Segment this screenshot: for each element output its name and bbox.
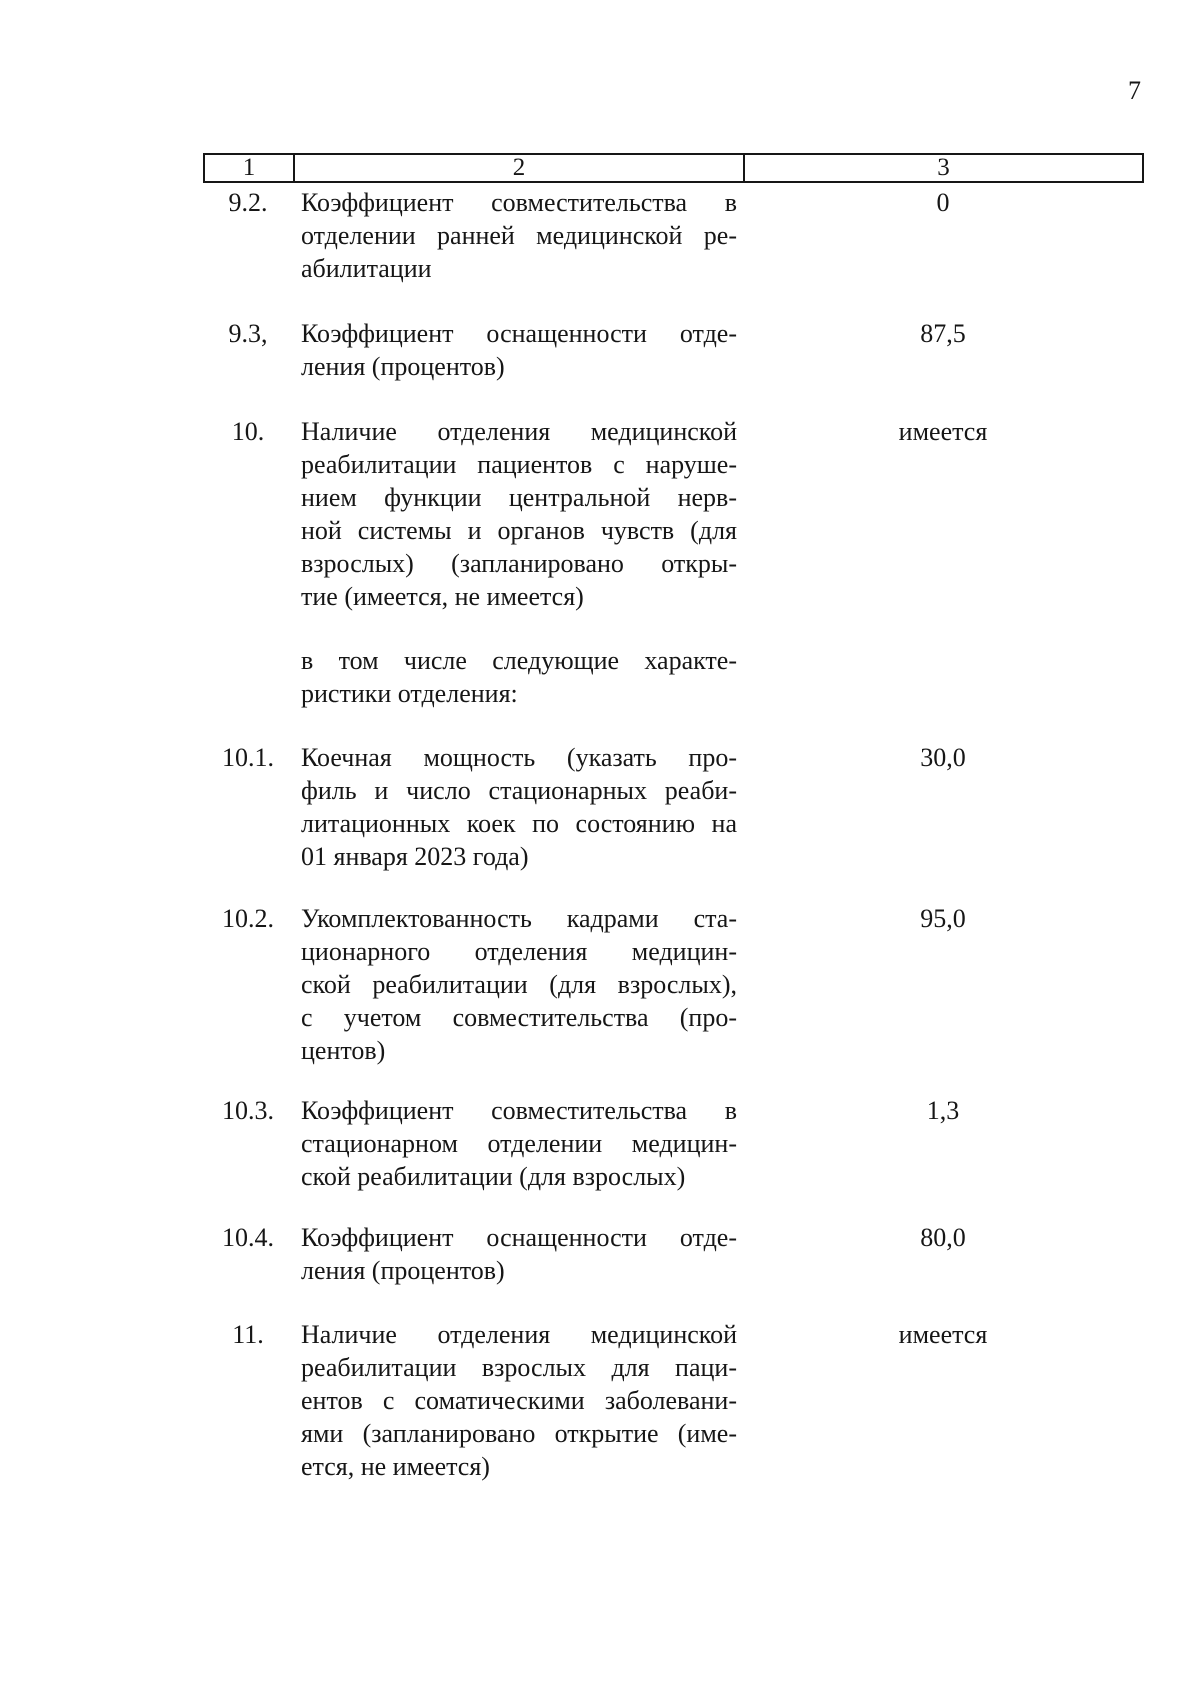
header-cell-3: 3 — [937, 154, 950, 181]
description-line: 01 января 2023 года) — [301, 842, 529, 871]
description-line: абилитации — [301, 254, 432, 283]
row-number: 9.3, — [228, 319, 268, 348]
row-number: 11. — [232, 1320, 264, 1349]
row-number: 10. — [231, 417, 265, 446]
description-line: ями (запланировано открытие (име- — [301, 1419, 737, 1448]
description-line: Коэффициент совместительства в — [301, 188, 737, 217]
description-line: Коэффициент совместительства в — [301, 1096, 737, 1125]
description-line: отделении ранней медицинской ре- — [301, 221, 737, 250]
row-number: 10.1. — [222, 743, 274, 772]
description-line: тие (имеется, не имеется) — [301, 582, 584, 611]
description-line: взрослых) (запланировано откры- — [301, 549, 737, 578]
description-line: Укомплектованность кадрами ста- — [301, 904, 737, 933]
description-line: ентов с соматическими заболевани- — [301, 1386, 737, 1415]
description-line: в том числе следующие характе- — [301, 646, 737, 675]
row-description — [301, 902, 737, 1067]
description-line: центов) — [301, 1036, 386, 1065]
header-cell-1: 1 — [205, 155, 295, 181]
description-line: реабилитации взрослых для паци- — [301, 1353, 737, 1382]
description-line: ления (процентов) — [301, 352, 505, 381]
row-number: 10.2. — [222, 904, 274, 933]
description-line: стационарном отделении медицин- — [301, 1129, 737, 1158]
row-description — [301, 317, 737, 383]
description-line: Коечная мощность (указать про- — [301, 743, 737, 772]
description-line: Наличие отделения медицинской — [301, 1320, 737, 1349]
row-value: 30,0 — [920, 743, 966, 772]
row-description — [301, 1221, 737, 1287]
description-line: филь и число стационарных реаби- — [301, 776, 737, 805]
row-description — [301, 186, 737, 285]
description-line: ной системы и органов чувств (для — [301, 516, 737, 545]
row-value: имеется — [898, 417, 988, 446]
row-description — [301, 644, 737, 710]
row-value: имеется — [898, 1320, 988, 1349]
row-description — [301, 1318, 737, 1483]
description-line: с учетом совместительства (про- — [301, 1003, 737, 1032]
row-number: 9.2. — [228, 188, 268, 217]
description-line: ристики отделения: — [301, 679, 518, 708]
row-value: 0 — [936, 188, 950, 217]
description-line: ется, не имеется) — [301, 1452, 490, 1481]
description-line: Наличие отделения медицинской — [301, 417, 737, 446]
description-line: реабилитации пациентов с наруше- — [301, 450, 737, 479]
description-line: нием функции центральной нерв- — [301, 483, 737, 512]
row-value: 87,5 — [920, 319, 966, 348]
row-number: 10.4. — [222, 1223, 274, 1252]
description-line: ской реабилитации (для взрослых), — [301, 970, 737, 999]
row-description — [301, 741, 737, 873]
row-value: 80,0 — [920, 1223, 966, 1252]
description-line: Коэффициент оснащенности отде- — [301, 1223, 737, 1252]
row-number: 10.3. — [222, 1096, 274, 1125]
page-number: 7 — [1128, 76, 1141, 105]
row-value: 95,0 — [920, 904, 966, 933]
description-line: ционарного отделения медицин- — [301, 937, 737, 966]
row-description — [301, 1094, 737, 1193]
row-value: 1,3 — [926, 1096, 960, 1125]
table-header-row — [203, 153, 1144, 183]
description-line: литационных коек по состоянию на — [301, 809, 737, 838]
description-line: ской реабилитации (для взрослых) — [301, 1162, 686, 1191]
header-cell-2: 2 — [295, 155, 745, 181]
description-line: ления (процентов) — [301, 1256, 505, 1285]
row-description — [301, 415, 737, 613]
description-line: Коэффициент оснащенности отде- — [301, 319, 737, 348]
